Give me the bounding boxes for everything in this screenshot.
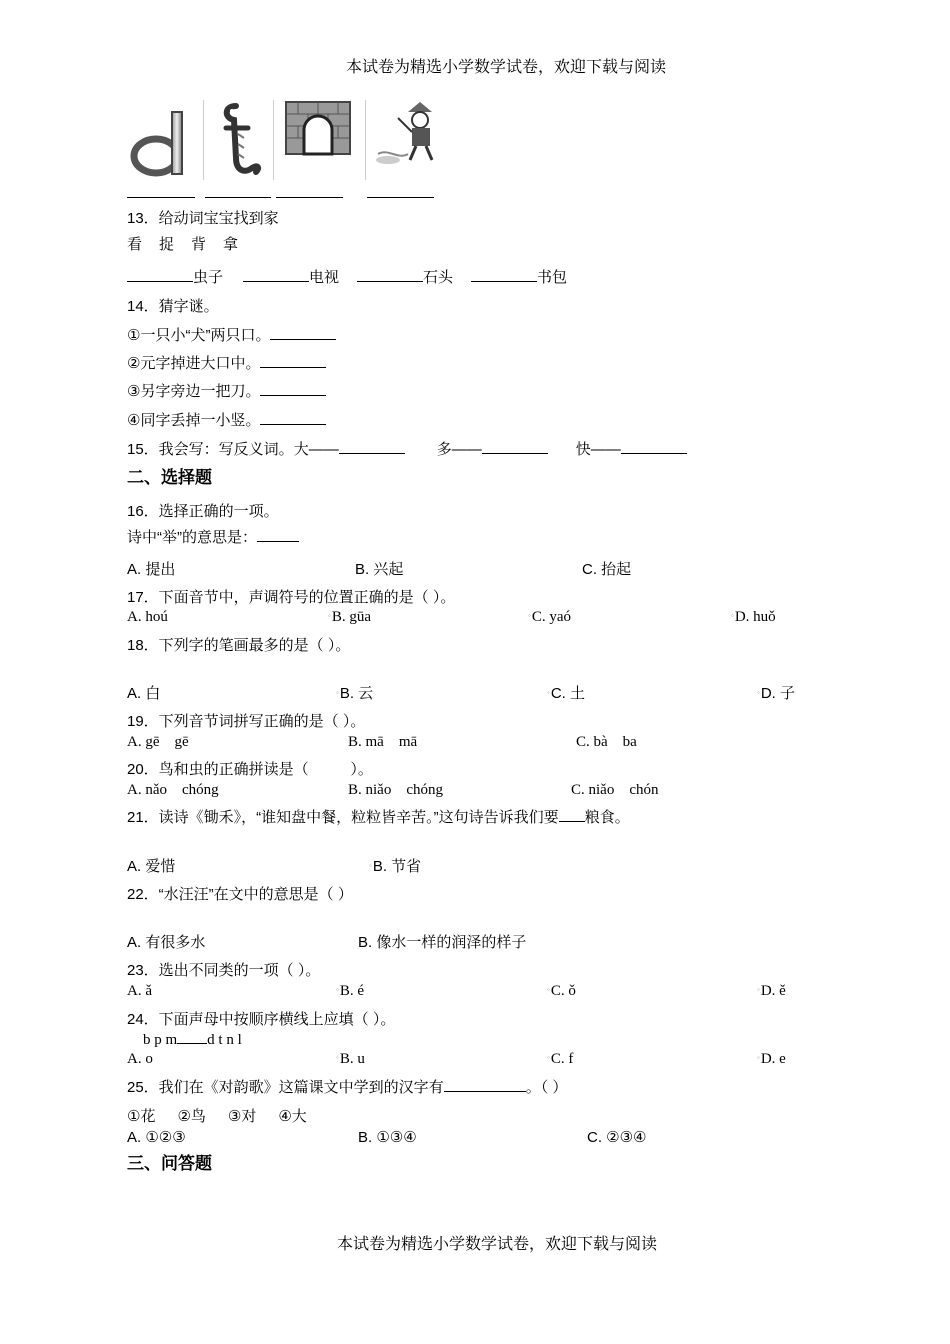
option-a[interactable]: A. 有很多水 <box>127 934 206 951</box>
option-text: C. yaó <box>531 609 572 625</box>
option-text: D. huǒ <box>734 609 776 625</box>
answer-line[interactable] <box>260 394 326 396</box>
answer-line[interactable] <box>257 540 299 542</box>
option-b[interactable] <box>369 855 421 876</box>
char-item: ②鸟 <box>177 1108 206 1125</box>
question-14-title: 14．猜字谜。 <box>127 298 219 315</box>
riddle-item <box>127 380 326 401</box>
option-c[interactable]: C. ②③④ <box>587 1129 647 1146</box>
option-b[interactable] <box>328 609 371 626</box>
answer-line[interactable] <box>260 366 326 368</box>
option-text: C. ǒ <box>550 983 576 999</box>
option-dot-icon: ◦ <box>547 985 550 994</box>
consonant-sequence <box>143 1032 242 1049</box>
question-25-text: 25．我们在《对韵歌》这篇课文中学到的汉字有 <box>127 1079 444 1096</box>
question-21-text-end: 粮食。 <box>584 809 630 826</box>
riddle-item <box>127 324 336 345</box>
answer-line[interactable] <box>339 452 405 454</box>
gate-letter-n-picture-icon <box>284 98 354 180</box>
option-a[interactable]: A. 白 <box>127 685 161 702</box>
option-c[interactable] <box>547 1051 573 1068</box>
question-18-title: 18．下列字的笔画最多的是（ ）。 <box>127 637 351 654</box>
option-dot-icon: ◦ <box>757 688 760 697</box>
section-3-title: 三、问答题 <box>127 1154 212 1173</box>
option-b[interactable]: B. 兴起 <box>355 561 404 578</box>
option-text: D. e <box>760 1051 786 1067</box>
option-a[interactable]: A. ǎ <box>127 983 152 999</box>
answer-line[interactable] <box>482 452 548 454</box>
riddle-text: ①一只小“犬”两只口。 <box>127 327 271 344</box>
option-d[interactable] <box>731 609 776 626</box>
option-a[interactable]: A. nǎo chóng <box>127 782 219 798</box>
question-24-title: 24．下面声母中按顺序横线上应填（ ）。 <box>127 1011 396 1028</box>
noun: 石头 <box>423 269 454 286</box>
question-13-verbs <box>127 233 238 254</box>
option-c[interactable]: C. niǎo chón <box>571 782 659 798</box>
question-21-text: 21．读诗《锄禾》，“谁知盘中餐，粒粒皆辛苦。”这句诗告诉我们要 <box>127 809 559 826</box>
question-17-title: 17．下面音节中，声调符号的位置正确的是（ ）。 <box>127 589 456 606</box>
question-16-sub <box>127 526 299 547</box>
picture-divider <box>273 100 274 180</box>
seahorse-letter-t-picture-icon <box>208 98 270 180</box>
option-b[interactable]: B. mā mā <box>348 734 418 750</box>
riddle-text: ②元字掉进大口中。 <box>127 355 261 372</box>
option-c[interactable] <box>547 682 585 703</box>
page-footer: 本试卷为精选小学数学试卷，欢迎下载与阅读 <box>337 1236 658 1253</box>
riddle-text: ④同字丢掉一小竖。 <box>127 412 261 429</box>
question-15 <box>127 438 687 459</box>
option-dot-icon: ◦ <box>757 985 760 994</box>
verb: 背 <box>191 236 207 253</box>
option-text: C. f <box>550 1051 574 1067</box>
answer-line[interactable] <box>243 280 309 282</box>
option-dot-icon: ◦ <box>336 688 339 697</box>
verb: 捉 <box>159 236 175 253</box>
option-dot-icon: ◦ <box>731 611 734 620</box>
answer-line[interactable] <box>621 452 687 454</box>
question-21-title <box>127 806 630 827</box>
riddle-text: ③另字旁边一把刀。 <box>127 383 261 400</box>
verb: 拿 <box>223 236 239 253</box>
sequence-end: d t n l <box>207 1032 242 1048</box>
option-dot-icon: ◦ <box>328 611 331 620</box>
question-15-title: 15．我会写：写反义词。 <box>127 441 294 458</box>
question-23-title: 23．选出不同类的一项（ ）。 <box>127 962 321 979</box>
picture-divider <box>365 100 366 180</box>
option-text: B. u <box>339 1051 365 1067</box>
option-c[interactable]: C. bà ba <box>576 734 637 750</box>
question-13-items <box>127 266 567 287</box>
answer-line[interactable] <box>127 197 195 198</box>
question-22-title: 22．“水汪汪”在文中的意思是（ ） <box>127 886 353 903</box>
answer-line[interactable] <box>559 820 585 822</box>
option-b[interactable]: B. ①③④ <box>358 1129 417 1146</box>
question-13-title: 13．给动词宝宝找到家 <box>127 210 279 227</box>
option-a[interactable]: A. gē gē <box>127 734 189 750</box>
option-text: B. 云 <box>339 685 374 702</box>
answer-line[interactable] <box>260 423 326 425</box>
page-header: 本试卷为精选小学数学试卷，欢迎下载与阅读 <box>346 59 667 76</box>
antonym-prompt: 大—— <box>293 441 339 458</box>
option-c[interactable] <box>547 983 576 1000</box>
verb: 看 <box>127 236 143 253</box>
option-a[interactable]: A. hoú <box>127 609 168 625</box>
option-b[interactable]: B. niǎo chóng <box>348 782 443 798</box>
question-19-title: 19．下列音节词拼写正确的是（ ）。 <box>127 713 366 730</box>
option-dot-icon: ◦ <box>369 861 372 870</box>
option-text: B. gūa <box>331 609 372 625</box>
option-dot-icon: ◦ <box>547 1053 550 1062</box>
answer-line[interactable] <box>276 197 343 198</box>
answer-line[interactable] <box>444 1090 526 1092</box>
option-d[interactable] <box>757 1051 786 1068</box>
answer-line[interactable] <box>177 1042 207 1044</box>
option-d[interactable] <box>757 983 786 1000</box>
question-16-title: 16．选择正确的一项。 <box>127 503 279 520</box>
option-a[interactable]: A. o <box>127 1051 153 1067</box>
question-25-text-end: 。（ ） <box>525 1079 568 1096</box>
option-b[interactable]: B. 像水一样的润泽的样子 <box>358 934 527 951</box>
char-item: ①花 <box>127 1108 156 1125</box>
noun: 书包 <box>537 269 568 286</box>
option-d[interactable] <box>757 682 795 703</box>
option-c[interactable]: C. 抬起 <box>582 561 632 578</box>
option-dot-icon: ◦ <box>528 611 531 620</box>
option-c[interactable] <box>528 609 571 626</box>
antonym-prompt: 快—— <box>575 441 621 458</box>
option-text: B. é <box>339 983 365 999</box>
antonym-prompt: 多—— <box>436 441 482 458</box>
option-b[interactable] <box>336 983 364 1000</box>
option-dot-icon: ◦ <box>547 688 550 697</box>
option-text: B. 节省 <box>372 858 422 875</box>
child-kite-picture-icon <box>372 98 462 180</box>
noun: 虫子 <box>193 269 224 286</box>
letter-d-picture-icon <box>126 98 198 180</box>
option-a[interactable]: A. 爱惜 <box>127 858 176 875</box>
option-text: C. 土 <box>550 685 586 702</box>
question-16-prompt: 诗中“举”的意思是： <box>127 529 257 546</box>
section-2-title: 二、选择题 <box>127 468 212 487</box>
char-item: ④大 <box>278 1108 307 1125</box>
answer-line[interactable] <box>127 280 193 282</box>
sequence-start: b p m <box>143 1032 178 1048</box>
option-dot-icon: ◦ <box>336 1053 339 1062</box>
question-20-title: 20．鸟和虫的正确拼读是（ ）。 <box>127 761 373 778</box>
char-item: ③对 <box>227 1108 257 1125</box>
answer-line[interactable] <box>367 197 434 198</box>
answer-line[interactable] <box>357 280 423 282</box>
question-25-title <box>127 1076 567 1097</box>
noun: 电视 <box>309 269 340 286</box>
option-a[interactable]: A. ①②③ <box>127 1129 186 1146</box>
riddle-item <box>127 352 326 373</box>
option-dot-icon: ◦ <box>757 1053 760 1062</box>
answer-line[interactable] <box>270 338 336 340</box>
option-b[interactable] <box>336 682 373 703</box>
option-text: D. 子 <box>760 685 796 702</box>
answer-line[interactable] <box>205 197 271 198</box>
option-dot-icon: ◦ <box>336 985 339 994</box>
question-25-chars <box>127 1105 307 1126</box>
picture-divider <box>203 100 204 180</box>
answer-line[interactable] <box>471 280 537 282</box>
riddle-item <box>127 409 326 430</box>
option-b[interactable] <box>336 1051 365 1068</box>
option-text: D. ě <box>760 983 786 999</box>
option-a[interactable]: A. 提出 <box>127 561 176 578</box>
